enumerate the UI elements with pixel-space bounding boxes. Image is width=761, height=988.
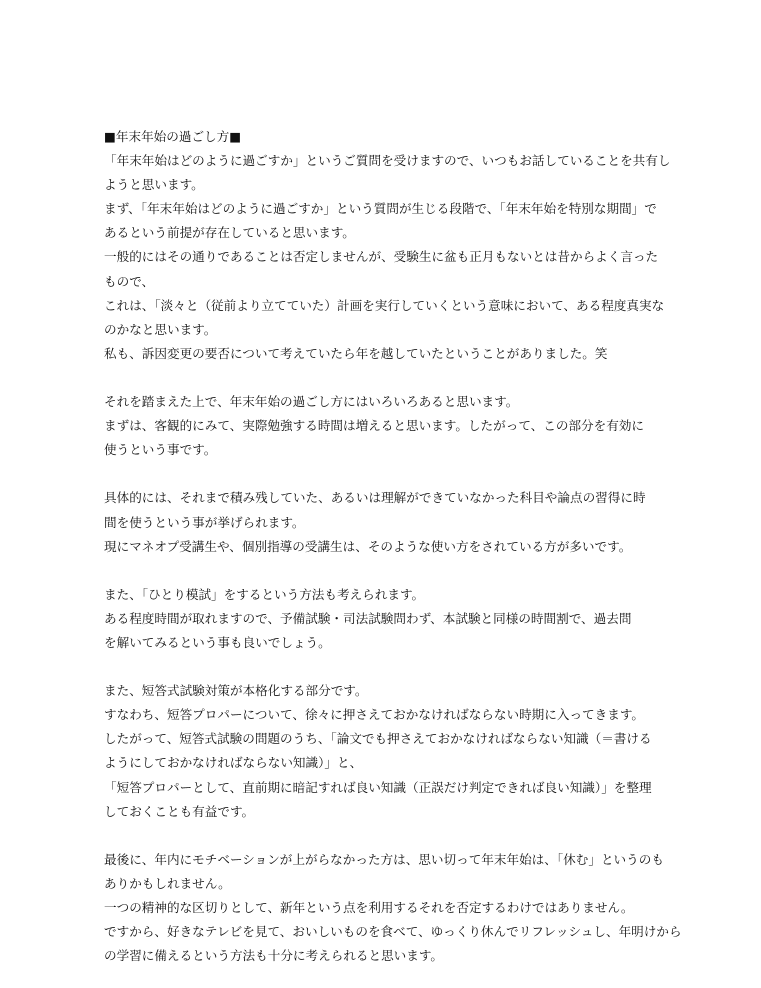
blank-line xyxy=(104,559,664,583)
text-line: あるという前提が存在していると思います。 xyxy=(104,225,355,241)
text-line: ようにしておかなければならない知識）」と、 xyxy=(104,755,363,771)
text-line: ありかもしれません。 xyxy=(104,875,231,891)
text-line: しておくことも有益です。 xyxy=(104,803,255,819)
blank-line xyxy=(104,462,664,486)
text-line: これは、「淡々と（従前より立てていた）計画を実行していくという意味において、ある程度真実な xyxy=(104,297,665,313)
text-line: それを踏まえた上で、年末年始の過ごし方にはいろいろあると思います。 xyxy=(104,394,519,410)
text-line: 具体的には、それまで積み残していた、あるいは理解ができていなかった科目や論点の習得に時 xyxy=(104,490,646,506)
text-line: 最後に、年内にモチベーションが上がらなかった方は、思い切って年末年始は、「休む」というのも xyxy=(104,851,664,867)
text-line: のかなと思います。 xyxy=(104,321,217,337)
text-line: の学習に備えるという方法も十分に考えられると思います。 xyxy=(104,948,444,964)
text-line: 一般的にはその通りであることは否定しませんが、受験生に盆も正月もないとは昔からよく言った xyxy=(104,249,659,265)
text-line: 「短答プロパーとして、直前期に暗記すれば良い知識（正誤だけ判定できれば良い知識）」を整理 xyxy=(104,779,652,795)
text-line: したがって、短答式試験の問題のうち、「論文でも押さえておかなければならない知識（＝書ける xyxy=(104,731,652,747)
text-line: 一つの精神的な区切りとして、新年という点を利用するそれを否定するわけではありません。 xyxy=(104,900,634,915)
text-line: まず、「年末年始はどのように過ごすか」という質問が生じる段階で、「年末年始を特別な期間」で xyxy=(104,201,657,217)
text-line: もので、 xyxy=(104,273,155,289)
text-line: まずは、客観的にみて、実際勉強する時間は増えると思います。したがって、この部分を有効に xyxy=(104,418,645,434)
text-line: を解いてみるという事も良いでしょう。 xyxy=(104,634,331,650)
text-line: また、短答式試験対策が本格化する部分です。 xyxy=(104,683,368,699)
text-line: 「年末年始はどのように過ごすか」というご質問を受けますので、いつもお話していることを共有し xyxy=(104,153,671,169)
text-line: 私も、訴因変更の要否について考えていたら年を越していたということがありました。笑 xyxy=(104,345,608,361)
text-line: すなわち、短答プロパーについて、徐々に押さえておかなければならない時期に入ってきます。 xyxy=(104,707,645,723)
blank-line xyxy=(104,824,664,848)
text-line: また、「ひとり模試」をするという方法も考えられます。 xyxy=(104,586,425,602)
text-line: ようと思います。 xyxy=(104,177,204,193)
blank-line xyxy=(104,366,664,390)
text-line: 間を使うという事が挙げられます。 xyxy=(104,514,305,530)
text-line: ですから、好きなテレビを見て、おいしいものを食べて、ゆっくり休んでリフレッシュし、年明けから xyxy=(104,924,682,940)
text-line: 使うという事です。 xyxy=(104,442,217,458)
text-line: 現にマネオプ受講生や、個別指導の受講生は、そのような使い方をされている方が多いです。 xyxy=(104,538,632,554)
document-body xyxy=(104,125,682,968)
text-line: ある程度時間が取れますので、予備試験・司法試験問わず、本試験と同様の時間割で、過去問 xyxy=(104,610,632,626)
blank-line xyxy=(104,655,664,679)
document-title: ■年末年始の過ごし方■ xyxy=(104,129,242,144)
